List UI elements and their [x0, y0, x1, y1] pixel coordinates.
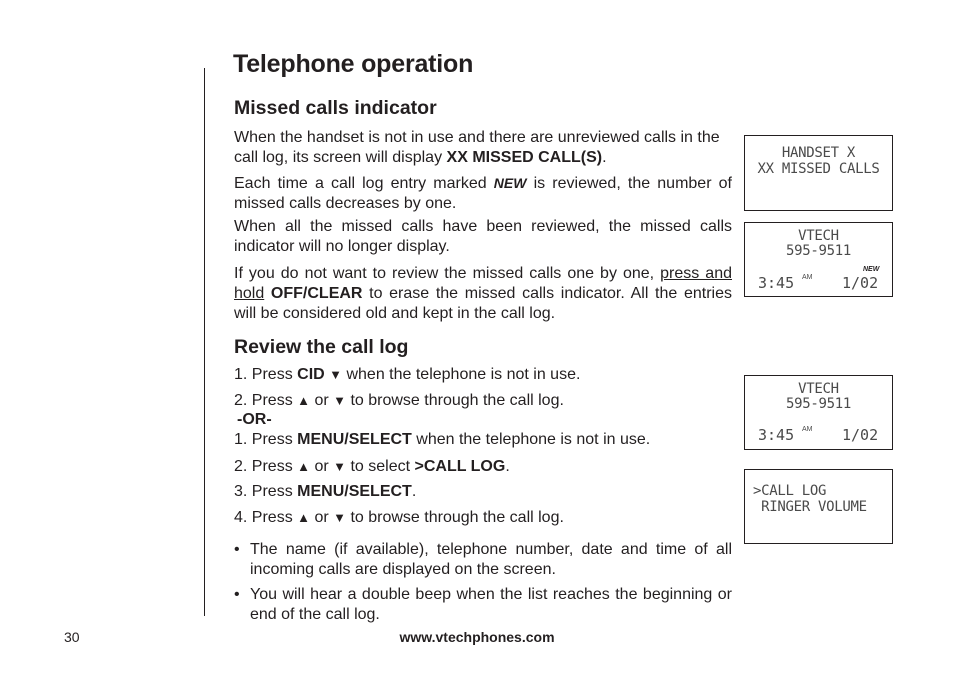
paragraph-new-entry: Each time a call log entry marked NEW is reviewed, the number of missed calls decreases by one.	[234, 175, 732, 212]
section-heading-review-log: Review the call log	[234, 336, 409, 358]
lcd-screen-menu: >CALL LOG RINGER VOLUME	[744, 469, 893, 544]
bullet-icon: •	[234, 541, 240, 558]
step-2-browse: 2. Press ▲ or ▼ to browse through the call log.	[234, 392, 564, 409]
down-arrow-icon: ▼	[333, 459, 347, 474]
down-arrow-icon: ▼	[333, 510, 347, 525]
new-indicator: NEW	[863, 266, 880, 273]
lcd-screen-call-entry-new: VTECH 595-9511 NEW 3:45 AM 1/02	[744, 222, 893, 297]
bullet-item: • You will hear a double beep when the list reaches the beginning or end of the call log.	[234, 586, 732, 623]
alt-step-4-browse: 4. Press ▲ or ▼ to browse through the call log.	[234, 509, 564, 526]
page-number: 30	[64, 629, 80, 645]
step-1-cid: 1. Press CID ▼ when the telephone is not in use.	[234, 366, 581, 383]
paragraph-missed-display: When the handset is not in use and there are unreviewed calls in the call log, its screen will display XX MISSED CALL(S).	[234, 129, 720, 166]
lcd-screen-call-entry: VTECH 595-9511 3:45 AM 1/02	[744, 375, 893, 450]
section-heading-missed-calls: Missed calls indicator	[234, 97, 437, 119]
up-arrow-icon: ▲	[297, 393, 311, 408]
new-tag: NEW	[493, 175, 527, 191]
lcd-screen-missed-calls: HANDSET X XX MISSED CALLS	[744, 135, 893, 211]
up-arrow-icon: ▲	[297, 510, 311, 525]
bullet-icon: •	[234, 586, 240, 603]
page-title: Telephone operation	[233, 50, 474, 78]
down-arrow-icon: ▼	[329, 367, 343, 382]
or-label: -OR-	[237, 411, 272, 428]
bullet-item: • The name (if available), telephone number, date and time of all incoming calls are displayed on the screen.	[234, 541, 732, 578]
alt-step-3-menu: 3. Press MENU/SELECT.	[234, 483, 417, 500]
margin-rule	[204, 68, 205, 616]
paragraph-erase-indicator: If you do not want to review the missed calls one by one, press and hold OFF/CLEAR to erase the missed calls indicator. All the entries will be considered old and kept in the call log.	[234, 265, 733, 322]
alt-step-2-select: 2. Press ▲ or ▼ to select >CALL LOG.	[234, 458, 510, 475]
paragraph-all-reviewed: When all the missed calls have been reviewed, the missed calls indicator will no longer display.	[234, 218, 732, 255]
down-arrow-icon: ▼	[333, 393, 347, 408]
alt-step-1-menu: 1. Press MENU/SELECT when the telephone is not in use.	[234, 431, 651, 448]
up-arrow-icon: ▲	[297, 459, 311, 474]
footer-url: www.vtechphones.com	[399, 629, 555, 645]
